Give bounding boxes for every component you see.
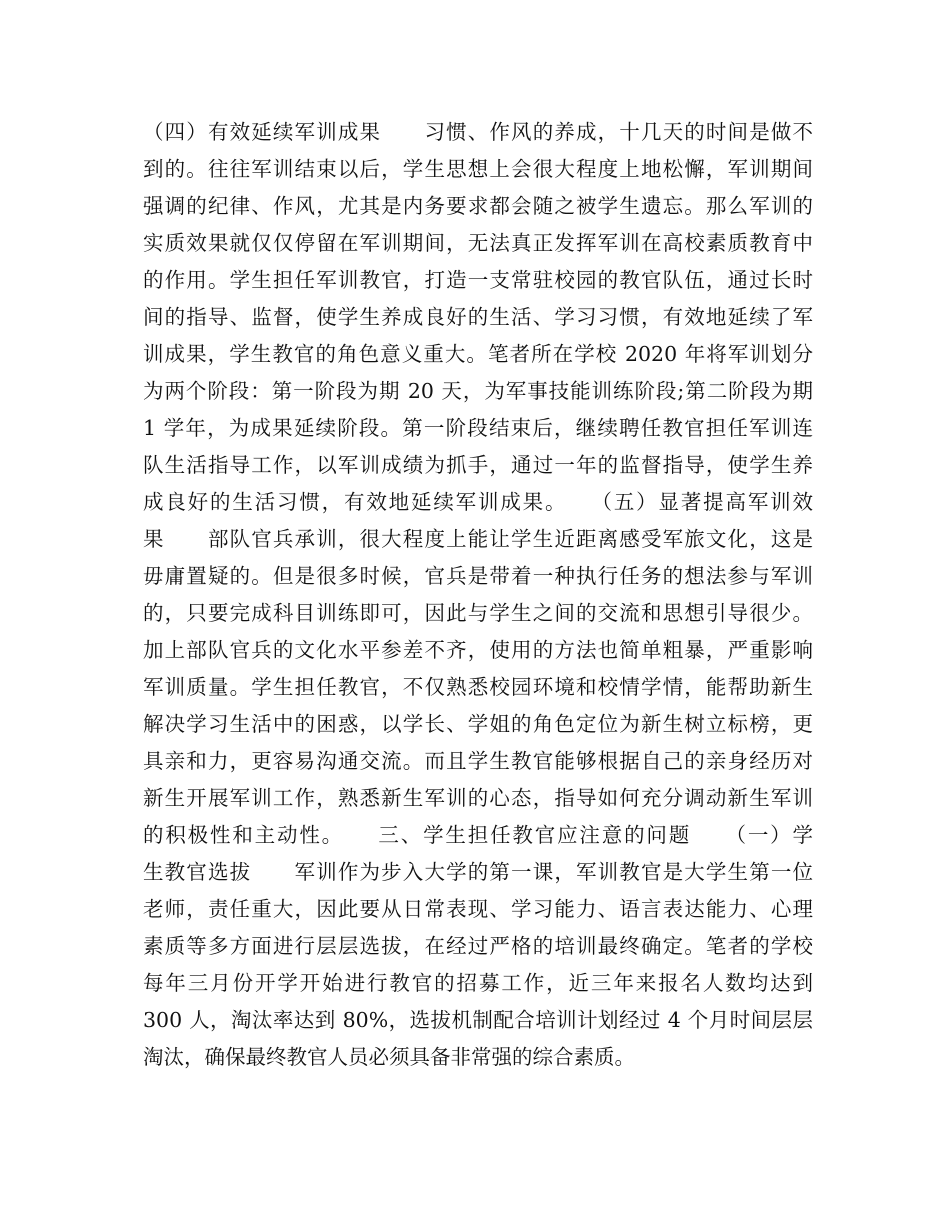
text-line: 的积极性和主动性。 三、学生担任教官应注意的问题 （一）学: [143, 823, 813, 847]
text-line: （四）有效延续军训成果 习惯、作风的养成，十几天的时间是做不: [143, 120, 813, 144]
text-line: 到的。往往军训结束以后，学生思想上会很大程度上地松懈，军训期间: [143, 157, 813, 181]
text-line: 军训质量。学生担任教官，不仅熟悉校园环境和校情学情，能帮助新生: [143, 675, 813, 699]
text-line: 淘汰，确保最终教官人员必须具备非常强的综合素质。: [143, 1045, 635, 1069]
text-line: 毋庸置疑的。但是很多时候，官兵是带着一种执行任务的想法参与军训: [143, 564, 813, 588]
text-line: 果 部队官兵承训，很大程度上能让学生近距离感受军旅文化，这是: [143, 527, 813, 551]
text-line: 的，只要完成科目训练即可，因此与学生之间的交流和思想引导很少。: [143, 601, 813, 625]
text-line: 素质等多方面进行层层选拔，在经过严格的培训最终确定。笔者的学校: [143, 934, 813, 958]
text-line: 解决学习生活中的困惑，以学长、学姐的角色定位为新生树立标榜，更: [143, 712, 813, 736]
text-line: 300 人，淘汰率达到 80%，选拔机制配合培训计划经过 4 个月时间层层: [143, 1008, 813, 1032]
text-line: 每年三月份开学开始进行教官的招募工作，近三年来报名人数均达到: [143, 971, 813, 995]
text-line: 成良好的生活习惯，有效地延续军训成果。 （五）显著提高军训效: [143, 490, 813, 514]
text-line: 加上部队官兵的文化水平参差不齐，使用的方法也简单粗暴，严重影响: [143, 638, 813, 662]
text-line: 新生开展军训工作，熟悉新生军训的心态，指导如何充分调动新生军训: [143, 786, 813, 810]
text-line: 强调的纪律、作风，尤其是内务要求都会随之被学生遗忘。那么军训的: [143, 194, 813, 218]
text-line: 队生活指导工作，以军训成绩为抓手，通过一年的监督指导，使学生养: [143, 453, 813, 477]
text-line: 生教官选拔 军训作为步入大学的第一课，军训教官是大学生第一位: [143, 860, 813, 884]
text-line: 1 学年，为成果延续阶段。第一阶段结束后，继续聘任教官担任军训连: [143, 416, 813, 440]
text-line: 老师，责任重大，因此要从日常表现、学习能力、语言表达能力、心理: [143, 897, 813, 921]
text-line: 训成果，学生教官的角色意义重大。笔者所在学校 2020 年将军训划分: [143, 342, 813, 366]
text-line: 的作用。学生担任军训教官，打造一支常驻校园的教官队伍，通过长时: [143, 268, 813, 292]
body-text: [143, 114, 813, 1076]
text-line: 为两个阶段：第一阶段为期 20 天，为军事技能训练阶段;第二阶段为期: [143, 379, 813, 403]
text-line: 实质效果就仅仅停留在军训期间，无法真正发挥军训在高校素质教育中: [143, 231, 813, 255]
text-line: 具亲和力，更容易沟通交流。而且学生教官能够根据自己的亲身经历对: [143, 749, 813, 773]
text-line: 间的指导、监督，使学生养成良好的生活、学习习惯，有效地延续了军: [143, 305, 813, 329]
